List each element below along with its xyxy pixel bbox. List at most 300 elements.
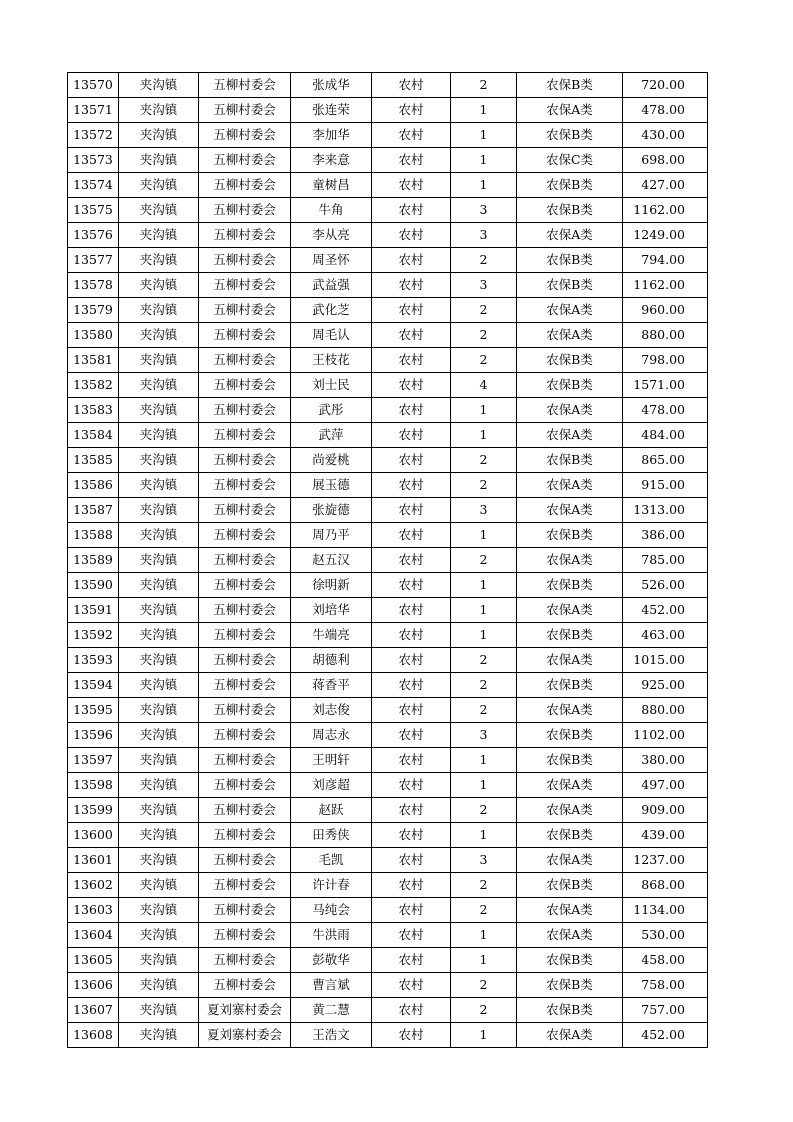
town-cell: 夹沟镇 <box>119 198 199 223</box>
household-count-cell: 1 <box>451 173 517 198</box>
town-cell: 夹沟镇 <box>119 273 199 298</box>
village-committee-cell: 五柳村委会 <box>199 248 291 273</box>
record-id-cell: 13583 <box>68 398 119 423</box>
village-committee-cell: 五柳村委会 <box>199 73 291 98</box>
record-id-cell: 13584 <box>68 423 119 448</box>
household-count-cell: 2 <box>451 798 517 823</box>
amount-cell: 430.00 <box>623 123 708 148</box>
village-committee-cell: 夏刘寨村委会 <box>199 1023 291 1048</box>
person-name-cell: 武化芝 <box>291 298 372 323</box>
amount-cell: 484.00 <box>623 423 708 448</box>
town-cell: 夹沟镇 <box>119 773 199 798</box>
insurance-category-cell: 农保B类 <box>517 973 623 998</box>
household-count-cell: 2 <box>451 473 517 498</box>
table-row <box>68 348 708 373</box>
insurance-category-cell: 农保B类 <box>517 73 623 98</box>
record-id-cell: 13577 <box>68 248 119 273</box>
town-cell: 夹沟镇 <box>119 973 199 998</box>
village-committee-cell: 五柳村委会 <box>199 323 291 348</box>
person-name-cell: 牛洪雨 <box>291 923 372 948</box>
household-count-cell: 1 <box>451 748 517 773</box>
table-row <box>68 598 708 623</box>
record-id-cell: 13594 <box>68 673 119 698</box>
amount-cell: 1162.00 <box>623 273 708 298</box>
person-name-cell: 童树昌 <box>291 173 372 198</box>
table-row <box>68 198 708 223</box>
table-row <box>68 973 708 998</box>
table-row <box>68 1023 708 1048</box>
village-committee-cell: 五柳村委会 <box>199 898 291 923</box>
person-name-cell: 周毛认 <box>291 323 372 348</box>
person-name-cell: 毛凯 <box>291 848 372 873</box>
record-id-cell: 13602 <box>68 873 119 898</box>
village-committee-cell: 五柳村委会 <box>199 798 291 823</box>
person-name-cell: 赵五汉 <box>291 548 372 573</box>
household-count-cell: 1 <box>451 573 517 598</box>
village-committee-cell: 五柳村委会 <box>199 298 291 323</box>
person-name-cell: 李来意 <box>291 148 372 173</box>
amount-cell: 868.00 <box>623 873 708 898</box>
person-name-cell: 牛端亮 <box>291 623 372 648</box>
amount-cell: 698.00 <box>623 148 708 173</box>
amount-cell: 880.00 <box>623 323 708 348</box>
table-row <box>68 248 708 273</box>
area-type-cell: 农村 <box>372 323 451 348</box>
town-cell: 夹沟镇 <box>119 223 199 248</box>
amount-cell: 880.00 <box>623 698 708 723</box>
record-id-cell: 13605 <box>68 948 119 973</box>
person-name-cell: 武彤 <box>291 398 372 423</box>
insurance-category-cell: 农保B类 <box>517 723 623 748</box>
table-row <box>68 898 708 923</box>
village-committee-cell: 五柳村委会 <box>199 148 291 173</box>
area-type-cell: 农村 <box>372 973 451 998</box>
insurance-category-cell: 农保B类 <box>517 748 623 773</box>
insurance-category-cell: 农保A类 <box>517 798 623 823</box>
insurance-category-cell: 农保B类 <box>517 348 623 373</box>
person-name-cell: 武萍 <box>291 423 372 448</box>
household-count-cell: 1 <box>451 623 517 648</box>
person-name-cell: 周乃平 <box>291 523 372 548</box>
village-committee-cell: 五柳村委会 <box>199 748 291 773</box>
insurance-category-cell: 农保A类 <box>517 423 623 448</box>
insurance-category-cell: 农保B类 <box>517 623 623 648</box>
amount-cell: 909.00 <box>623 798 708 823</box>
insurance-category-cell: 农保B类 <box>517 448 623 473</box>
table-row <box>68 523 708 548</box>
record-id-cell: 13598 <box>68 773 119 798</box>
area-type-cell: 农村 <box>372 648 451 673</box>
town-cell: 夹沟镇 <box>119 548 199 573</box>
village-committee-cell: 夏刘寨村委会 <box>199 998 291 1023</box>
table-row <box>68 923 708 948</box>
insurance-category-cell: 农保B类 <box>517 873 623 898</box>
area-type-cell: 农村 <box>372 173 451 198</box>
record-id-cell: 13593 <box>68 648 119 673</box>
area-type-cell: 农村 <box>372 923 451 948</box>
town-cell: 夹沟镇 <box>119 398 199 423</box>
household-count-cell: 1 <box>451 398 517 423</box>
household-count-cell: 2 <box>451 448 517 473</box>
insurance-category-cell: 农保B类 <box>517 198 623 223</box>
table-row <box>68 398 708 423</box>
insurance-category-cell: 农保A类 <box>517 773 623 798</box>
table-row <box>68 423 708 448</box>
table-row <box>68 73 708 98</box>
insurance-category-cell: 农保A类 <box>517 298 623 323</box>
household-count-cell: 2 <box>451 698 517 723</box>
town-cell: 夹沟镇 <box>119 98 199 123</box>
amount-cell: 452.00 <box>623 598 708 623</box>
amount-cell: 1237.00 <box>623 848 708 873</box>
area-type-cell: 农村 <box>372 723 451 748</box>
person-name-cell: 王枝花 <box>291 348 372 373</box>
household-count-cell: 3 <box>451 198 517 223</box>
insurance-category-cell: 农保A类 <box>517 598 623 623</box>
amount-cell: 380.00 <box>623 748 708 773</box>
town-cell: 夹沟镇 <box>119 698 199 723</box>
record-id-cell: 13600 <box>68 823 119 848</box>
amount-cell: 1162.00 <box>623 198 708 223</box>
person-name-cell: 武益强 <box>291 273 372 298</box>
record-id-cell: 13589 <box>68 548 119 573</box>
record-id-cell: 13586 <box>68 473 119 498</box>
table-row <box>68 473 708 498</box>
amount-cell: 798.00 <box>623 348 708 373</box>
table-row <box>68 148 708 173</box>
area-type-cell: 农村 <box>372 873 451 898</box>
town-cell: 夹沟镇 <box>119 323 199 348</box>
village-committee-cell: 五柳村委会 <box>199 198 291 223</box>
record-id-cell: 13572 <box>68 123 119 148</box>
person-name-cell: 展玉德 <box>291 473 372 498</box>
village-committee-cell: 五柳村委会 <box>199 498 291 523</box>
town-cell: 夹沟镇 <box>119 798 199 823</box>
village-committee-cell: 五柳村委会 <box>199 548 291 573</box>
town-cell: 夹沟镇 <box>119 373 199 398</box>
town-cell: 夹沟镇 <box>119 623 199 648</box>
person-name-cell: 周志永 <box>291 723 372 748</box>
village-committee-cell: 五柳村委会 <box>199 523 291 548</box>
record-id-cell: 13604 <box>68 923 119 948</box>
record-id-cell: 13591 <box>68 598 119 623</box>
area-type-cell: 农村 <box>372 623 451 648</box>
household-count-cell: 1 <box>451 423 517 448</box>
area-type-cell: 农村 <box>372 473 451 498</box>
town-cell: 夹沟镇 <box>119 948 199 973</box>
household-count-cell: 2 <box>451 673 517 698</box>
area-type-cell: 农村 <box>372 398 451 423</box>
household-count-cell: 1 <box>451 773 517 798</box>
table-row <box>68 698 708 723</box>
insurance-category-cell: 农保A类 <box>517 98 623 123</box>
amount-cell: 794.00 <box>623 248 708 273</box>
town-cell: 夹沟镇 <box>119 448 199 473</box>
area-type-cell: 农村 <box>372 373 451 398</box>
household-count-cell: 2 <box>451 348 517 373</box>
area-type-cell: 农村 <box>372 598 451 623</box>
town-cell: 夹沟镇 <box>119 898 199 923</box>
household-count-cell: 2 <box>451 248 517 273</box>
record-id-cell: 13576 <box>68 223 119 248</box>
area-type-cell: 农村 <box>372 698 451 723</box>
record-id-cell: 13585 <box>68 448 119 473</box>
record-id-cell: 13571 <box>68 98 119 123</box>
table-row <box>68 273 708 298</box>
amount-cell: 1249.00 <box>623 223 708 248</box>
table-row <box>68 548 708 573</box>
town-cell: 夹沟镇 <box>119 173 199 198</box>
area-type-cell: 农村 <box>372 948 451 973</box>
village-committee-cell: 五柳村委会 <box>199 373 291 398</box>
insurance-category-cell: 农保A类 <box>517 1023 623 1048</box>
insurance-category-cell: 农保B类 <box>517 998 623 1023</box>
household-count-cell: 4 <box>451 373 517 398</box>
village-committee-cell: 五柳村委会 <box>199 823 291 848</box>
insurance-category-cell: 农保A类 <box>517 498 623 523</box>
insurance-category-cell: 农保A类 <box>517 323 623 348</box>
person-name-cell: 李从亮 <box>291 223 372 248</box>
record-id-cell: 13582 <box>68 373 119 398</box>
insurance-category-cell: 农保B类 <box>517 248 623 273</box>
village-committee-cell: 五柳村委会 <box>199 223 291 248</box>
record-id-cell: 13581 <box>68 348 119 373</box>
village-committee-cell: 五柳村委会 <box>199 973 291 998</box>
record-id-cell: 13580 <box>68 323 119 348</box>
household-count-cell: 3 <box>451 273 517 298</box>
table-row <box>68 573 708 598</box>
area-type-cell: 农村 <box>372 848 451 873</box>
household-count-cell: 1 <box>451 1023 517 1048</box>
town-cell: 夹沟镇 <box>119 298 199 323</box>
household-count-cell: 2 <box>451 998 517 1023</box>
area-type-cell: 农村 <box>372 123 451 148</box>
village-committee-cell: 五柳村委会 <box>199 473 291 498</box>
amount-cell: 785.00 <box>623 548 708 573</box>
insurance-category-cell: 农保B类 <box>517 173 623 198</box>
household-count-cell: 1 <box>451 98 517 123</box>
amount-cell: 526.00 <box>623 573 708 598</box>
person-name-cell: 刘士民 <box>291 373 372 398</box>
town-cell: 夹沟镇 <box>119 423 199 448</box>
record-id-cell: 13587 <box>68 498 119 523</box>
amount-cell: 865.00 <box>623 448 708 473</box>
town-cell: 夹沟镇 <box>119 598 199 623</box>
town-cell: 夹沟镇 <box>119 823 199 848</box>
village-committee-cell: 五柳村委会 <box>199 648 291 673</box>
record-id-cell: 13595 <box>68 698 119 723</box>
household-count-cell: 2 <box>451 298 517 323</box>
village-committee-cell: 五柳村委会 <box>199 673 291 698</box>
household-count-cell: 1 <box>451 598 517 623</box>
town-cell: 夹沟镇 <box>119 473 199 498</box>
record-id-cell: 13578 <box>68 273 119 298</box>
person-name-cell: 刘志俊 <box>291 698 372 723</box>
town-cell: 夹沟镇 <box>119 873 199 898</box>
insurance-category-cell: 农保A类 <box>517 473 623 498</box>
person-name-cell: 刘彦超 <box>291 773 372 798</box>
table-row <box>68 648 708 673</box>
person-name-cell: 王明轩 <box>291 748 372 773</box>
amount-cell: 497.00 <box>623 773 708 798</box>
table-row <box>68 323 708 348</box>
village-committee-cell: 五柳村委会 <box>199 773 291 798</box>
area-type-cell: 农村 <box>372 773 451 798</box>
person-name-cell: 彭敬华 <box>291 948 372 973</box>
area-type-cell: 农村 <box>372 548 451 573</box>
person-name-cell: 许计春 <box>291 873 372 898</box>
insurance-category-cell: 农保B类 <box>517 823 623 848</box>
household-count-cell: 3 <box>451 223 517 248</box>
insurance-category-cell: 农保B类 <box>517 673 623 698</box>
amount-cell: 1313.00 <box>623 498 708 523</box>
household-count-cell: 2 <box>451 973 517 998</box>
household-count-cell: 1 <box>451 148 517 173</box>
town-cell: 夹沟镇 <box>119 723 199 748</box>
household-count-cell: 1 <box>451 823 517 848</box>
person-name-cell: 王浩文 <box>291 1023 372 1048</box>
table-row <box>68 773 708 798</box>
household-count-cell: 1 <box>451 948 517 973</box>
town-cell: 夹沟镇 <box>119 673 199 698</box>
area-type-cell: 农村 <box>372 748 451 773</box>
town-cell: 夹沟镇 <box>119 248 199 273</box>
household-count-cell: 2 <box>451 648 517 673</box>
town-cell: 夹沟镇 <box>119 1023 199 1048</box>
village-committee-cell: 五柳村委会 <box>199 123 291 148</box>
village-committee-cell: 五柳村委会 <box>199 623 291 648</box>
town-cell: 夹沟镇 <box>119 998 199 1023</box>
amount-cell: 758.00 <box>623 973 708 998</box>
amount-cell: 478.00 <box>623 98 708 123</box>
area-type-cell: 农村 <box>372 998 451 1023</box>
record-id-cell: 13601 <box>68 848 119 873</box>
table-row <box>68 123 708 148</box>
town-cell: 夹沟镇 <box>119 748 199 773</box>
household-count-cell: 3 <box>451 723 517 748</box>
town-cell: 夹沟镇 <box>119 498 199 523</box>
area-type-cell: 农村 <box>372 523 451 548</box>
town-cell: 夹沟镇 <box>119 148 199 173</box>
record-id-cell: 13597 <box>68 748 119 773</box>
table-row <box>68 748 708 773</box>
record-id-cell: 13596 <box>68 723 119 748</box>
table-row <box>68 498 708 523</box>
table-row <box>68 873 708 898</box>
person-name-cell: 蒋香平 <box>291 673 372 698</box>
insurance-category-cell: 农保A类 <box>517 223 623 248</box>
amount-cell: 1102.00 <box>623 723 708 748</box>
insurance-category-cell: 农保A类 <box>517 898 623 923</box>
record-id-cell: 13599 <box>68 798 119 823</box>
table-row <box>68 98 708 123</box>
insurance-category-cell: 农保B类 <box>517 273 623 298</box>
record-id-cell: 13603 <box>68 898 119 923</box>
area-type-cell: 农村 <box>372 423 451 448</box>
table-row <box>68 173 708 198</box>
area-type-cell: 农村 <box>372 98 451 123</box>
area-type-cell: 农村 <box>372 248 451 273</box>
amount-cell: 1571.00 <box>623 373 708 398</box>
amount-cell: 530.00 <box>623 923 708 948</box>
household-count-cell: 2 <box>451 898 517 923</box>
household-count-cell: 3 <box>451 498 517 523</box>
village-committee-cell: 五柳村委会 <box>199 723 291 748</box>
village-committee-cell: 五柳村委会 <box>199 948 291 973</box>
person-name-cell: 徐明新 <box>291 573 372 598</box>
area-type-cell: 农村 <box>372 798 451 823</box>
amount-cell: 1134.00 <box>623 898 708 923</box>
household-count-cell: 2 <box>451 548 517 573</box>
insurance-category-cell: 农保A类 <box>517 548 623 573</box>
area-type-cell: 农村 <box>372 498 451 523</box>
record-id-cell: 13579 <box>68 298 119 323</box>
record-id-cell: 13606 <box>68 973 119 998</box>
record-id-cell: 13607 <box>68 998 119 1023</box>
area-type-cell: 农村 <box>372 898 451 923</box>
town-cell: 夹沟镇 <box>119 73 199 98</box>
record-id-cell: 13573 <box>68 148 119 173</box>
insurance-category-cell: 农保A类 <box>517 923 623 948</box>
household-count-cell: 2 <box>451 73 517 98</box>
town-cell: 夹沟镇 <box>119 123 199 148</box>
insurance-category-cell: 农保B类 <box>517 523 623 548</box>
person-name-cell: 赵跃 <box>291 798 372 823</box>
household-count-cell: 1 <box>451 923 517 948</box>
area-type-cell: 农村 <box>372 1023 451 1048</box>
area-type-cell: 农村 <box>372 73 451 98</box>
record-id-cell: 13592 <box>68 623 119 648</box>
person-name-cell: 张旋德 <box>291 498 372 523</box>
amount-cell: 1015.00 <box>623 648 708 673</box>
area-type-cell: 农村 <box>372 823 451 848</box>
area-type-cell: 农村 <box>372 223 451 248</box>
area-type-cell: 农村 <box>372 673 451 698</box>
record-id-cell: 13608 <box>68 1023 119 1048</box>
village-committee-cell: 五柳村委会 <box>199 698 291 723</box>
record-id-cell: 13570 <box>68 73 119 98</box>
town-cell: 夹沟镇 <box>119 523 199 548</box>
record-id-cell: 13575 <box>68 198 119 223</box>
household-count-cell: 3 <box>451 848 517 873</box>
person-name-cell: 周圣怀 <box>291 248 372 273</box>
household-count-cell: 1 <box>451 123 517 148</box>
area-type-cell: 农村 <box>372 148 451 173</box>
person-name-cell: 张成华 <box>291 73 372 98</box>
person-name-cell: 刘培华 <box>291 598 372 623</box>
area-type-cell: 农村 <box>372 573 451 598</box>
table-row <box>68 448 708 473</box>
town-cell: 夹沟镇 <box>119 923 199 948</box>
amount-cell: 925.00 <box>623 673 708 698</box>
amount-cell: 427.00 <box>623 173 708 198</box>
town-cell: 夹沟镇 <box>119 848 199 873</box>
insurance-category-cell: 农保B类 <box>517 948 623 973</box>
amount-cell: 439.00 <box>623 823 708 848</box>
amount-cell: 386.00 <box>623 523 708 548</box>
area-type-cell: 农村 <box>372 273 451 298</box>
table-row <box>68 223 708 248</box>
amount-cell: 478.00 <box>623 398 708 423</box>
table-row <box>68 298 708 323</box>
village-committee-cell: 五柳村委会 <box>199 98 291 123</box>
record-id-cell: 13590 <box>68 573 119 598</box>
amount-cell: 458.00 <box>623 948 708 973</box>
amount-cell: 463.00 <box>623 623 708 648</box>
person-name-cell: 曹言斌 <box>291 973 372 998</box>
village-committee-cell: 五柳村委会 <box>199 398 291 423</box>
person-name-cell: 胡德利 <box>291 648 372 673</box>
